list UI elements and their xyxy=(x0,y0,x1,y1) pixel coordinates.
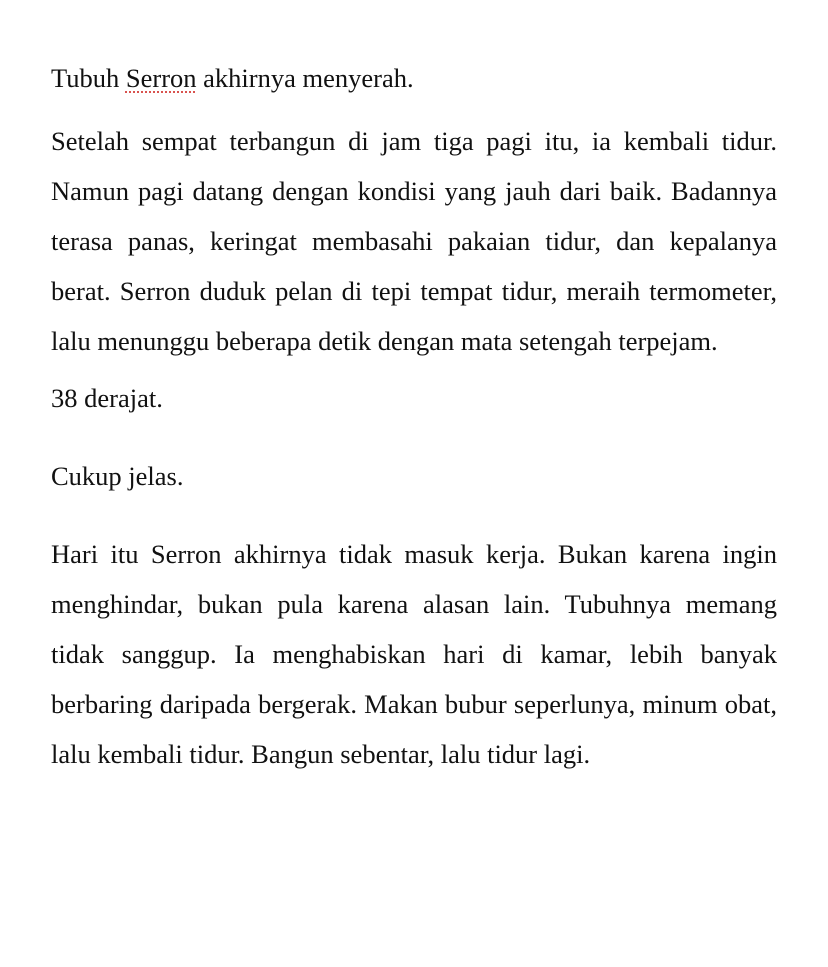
document-page xyxy=(51,58,777,779)
paragraph-3: 38 derajat. xyxy=(51,383,163,413)
paragraph-1-after: akhirnya menyerah. xyxy=(196,63,414,93)
paragraph-1-before: Tubuh xyxy=(51,63,126,93)
paragraph-5: Hari itu Serron akhirnya tidak masuk kerja. Bukan karena ingin menghindar, bukan pula karena alasan lain. Tubuhnya memang tidak sanggup. Ia menghabiskan hari di kamar, lebih banyak berbaring daripada bergerak. Makan bubur seperlunya, minum obat, lalu kembali tidur. Bangun sebentar, lalu tidur lagi. xyxy=(51,539,777,769)
paragraph-1 xyxy=(51,58,777,98)
paragraph-4: Cukup jelas. xyxy=(51,461,184,491)
paragraph-2: Setelah sempat terbangun di jam tiga pagi itu, ia kembali tidur. Namun pagi datang dengan kondisi yang jauh dari baik. Badannya terasa panas, keringat membasahi pakaian tidur, dan kepalanya berat. Serron duduk pelan di tepi tempat tidur, meraih termometer, lalu menunggu beberapa detik dengan mata setengah terpejam. xyxy=(51,126,777,356)
spellcheck-flagged-word[interactable]: Serron xyxy=(125,63,197,93)
